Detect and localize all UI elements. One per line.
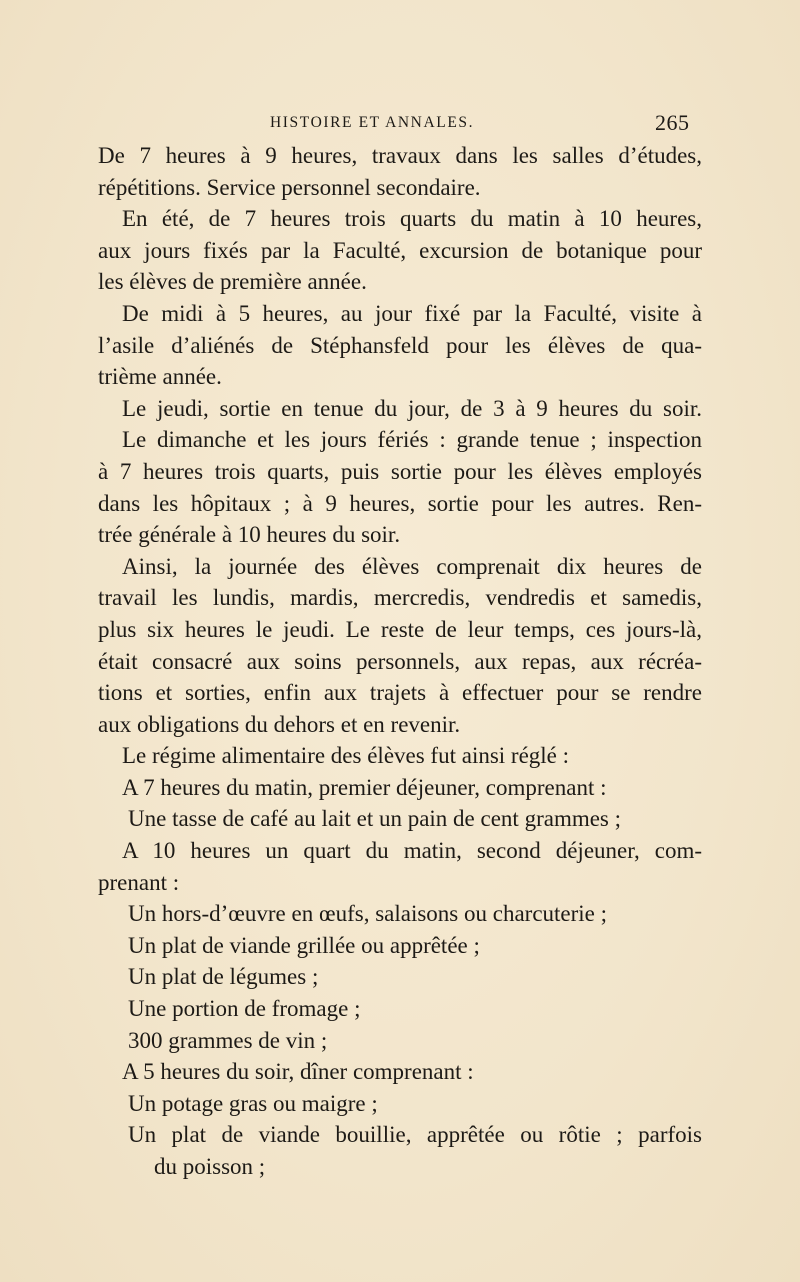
text-line: aux obligations du dehors et en revenir. [98,711,461,737]
text-line: Un potage gras ou maigre ; [128,1090,378,1116]
body-text [98,140,702,1183]
text-line: De 7 heures à 9 heures, travaux dans les salles d’études, [98,143,702,168]
text-line: A 5 heures du soir, dîner comprenant : [122,1059,474,1085]
text-line: A 10 heures un quart du matin, second déjeuner, com- [122,838,702,864]
text-line: 300 grammes de vin ; [128,1027,328,1053]
text-line: dans les hôpitaux ; à 9 heures, sortie pour les autres. Ren- [98,490,702,516]
text-line: travail les lundis, mardis, mercredis, vendredis et samedis, [98,585,702,611]
text-line: Le régime alimentaire des élèves fut ainsi réglé : [122,743,570,769]
text-line: trée générale à 10 heures du soir. [98,522,401,548]
text-line: à 7 heures trois quarts, puis sortie pour les élèves employés [98,458,702,484]
text-line: trième année. [98,364,222,390]
text-line: aux jours fixés par la Faculté, excursion de botanique pour [98,237,702,263]
text-line: Un hors-d’œuvre en œufs, salaisons ou charcuterie ; [128,901,608,927]
text-line: l’asile d’aliénés de Stéphansfeld pour les élèves de qua- [98,332,702,358]
text-line: du poisson ; [154,1154,266,1179]
text-line: Un plat de viande grillée ou apprêtée ; [128,932,480,958]
running-head-title: HISTOIRE ET ANNALES. [270,114,475,131]
page-number: 265 [655,110,690,135]
text-line: En été, de 7 heures trois quarts du matin à 10 heures, [122,206,702,232]
text-line: Le dimanche et les jours fériés : grande tenue ; inspection [122,427,702,453]
text-line: Un plat de légumes ; [128,964,319,990]
text-line: était consacré aux soins personnels, aux repas, aux récréa- [98,648,702,674]
text-line: Une portion de fromage ; [128,996,361,1022]
text-line: les élèves de première année. [98,269,367,295]
text-line: Le jeudi, sortie en tenue du jour, de 3 à 9 heures du soir. [122,395,702,421]
text-line: répétitions. Service personnel secondaire. [98,174,481,200]
running-head [0,110,800,144]
text-line: A 7 heures du matin, premier déjeuner, comprenant : [122,774,607,800]
text-line: plus six heures le jeudi. Le reste de leur temps, ces jours-là, [98,616,702,642]
text-line: Ainsi, la journée des élèves comprenait dix heures de [122,553,702,579]
text-line: Un plat de viande bouillie, apprêtée ou rôtie ; parfois [128,1122,702,1148]
text-line: tions et sorties, enfin aux trajets à effectuer pour se rendre [98,680,702,706]
text-line: De midi à 5 heures, au jour fixé par la Faculté, visite à [122,300,702,326]
text-line: Une tasse de café au lait et un pain de cent grammes ; [128,806,622,832]
text-line: prenant : [98,869,180,895]
